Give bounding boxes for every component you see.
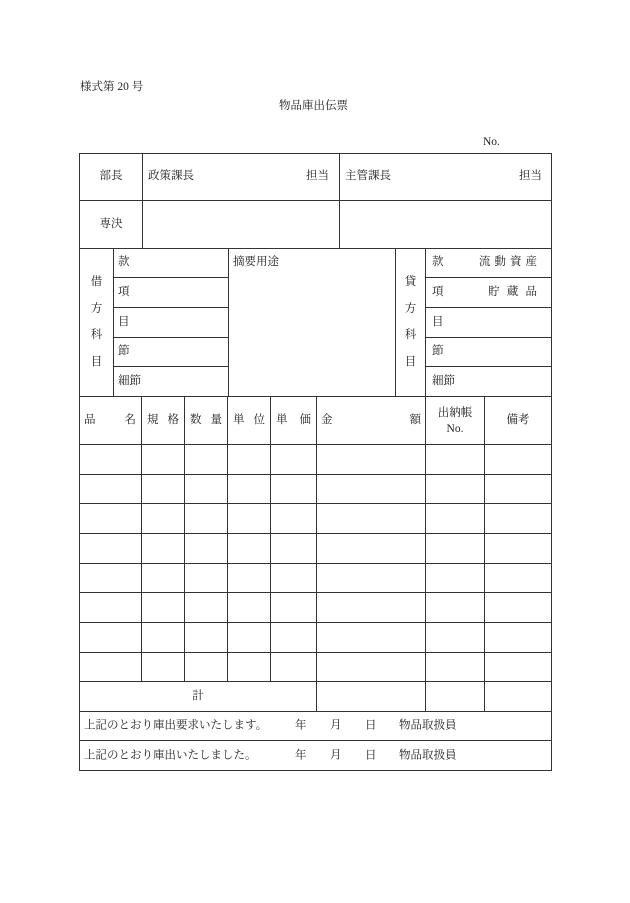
item-remarks-cell: [485, 564, 552, 593]
item-spec-cell: [142, 475, 185, 504]
request-statement-text: 上記のとおり庫出要求いたします。: [84, 719, 268, 732]
glyph: 品: [525, 285, 537, 298]
glyph: 価: [299, 413, 311, 426]
item-name-heading: [84, 415, 136, 427]
header-spec: [142, 397, 185, 445]
request-month-label: 月: [330, 719, 342, 732]
credit-row-value: [488, 287, 537, 299]
item-unit-cell: [228, 564, 271, 593]
item-unit-cell: [228, 445, 271, 475]
debit-row: [114, 278, 229, 308]
item-name-cell: [80, 564, 142, 593]
item-unit-cell: [228, 504, 271, 534]
issue-year-label: 年: [295, 748, 307, 761]
credit-row-label: 目: [432, 315, 444, 328]
header-quantity: [185, 397, 228, 445]
item-quantity-cell: [185, 534, 228, 564]
policy-staff-label: 担当: [306, 170, 329, 183]
item-unit-price-cell: [271, 504, 317, 534]
glyph: 額: [409, 413, 421, 426]
glyph: 位: [253, 413, 265, 426]
credit-row-value: [479, 257, 537, 269]
item-unit-price-cell: [271, 564, 317, 593]
glyph: 格: [167, 413, 179, 426]
glyph: 単: [233, 413, 245, 426]
item-ledger-no-cell: [426, 653, 485, 682]
glyph: 規: [147, 413, 159, 426]
item-unit-price-cell: [271, 593, 317, 623]
item-ledger-no-cell: [426, 504, 485, 534]
glyph: 資: [510, 256, 522, 269]
item-spec-cell: [142, 564, 185, 593]
ledger-no-heading: No.: [446, 422, 464, 435]
item-spec-cell: [142, 623, 185, 653]
glyph: 方: [90, 302, 103, 315]
issue-slip-table: [79, 153, 552, 771]
item-spec-cell: [142, 504, 185, 534]
issue-day-label: 日: [365, 748, 377, 761]
unit-heading: [233, 415, 265, 427]
item-row: [80, 653, 552, 682]
item-name-cell: [80, 593, 142, 623]
item-amount-cell: [317, 564, 426, 593]
glyph: 科: [90, 329, 103, 341]
items-header-row: [80, 397, 552, 445]
quantity-heading: [190, 415, 222, 427]
total-remarks-cell: [485, 682, 552, 712]
item-amount-cell: [317, 593, 426, 623]
total-amount-cell: [317, 682, 426, 712]
glyph: 金: [321, 413, 333, 426]
item-row: [80, 623, 552, 653]
form-number: 様式第 20 号: [80, 81, 144, 93]
item-row: [80, 445, 552, 475]
debit-row-label: 節: [118, 345, 130, 358]
item-remarks-cell: [485, 623, 552, 653]
policy-manager-seal-cell: [143, 201, 340, 249]
debit-heading: [80, 277, 113, 368]
glyph: 目: [404, 355, 417, 368]
item-remarks-cell: [485, 593, 552, 623]
item-remarks-cell: [485, 653, 552, 682]
glyph: 数: [190, 413, 202, 426]
policy-manager-label: 政策課長: [148, 170, 194, 183]
request-statement-row: [80, 712, 552, 741]
request-day-label: 日: [365, 719, 377, 732]
issue-month-label: 月: [330, 748, 342, 761]
debit-row: [114, 367, 229, 397]
item-unit-price-cell: [271, 623, 317, 653]
issue-statement-row: [80, 741, 552, 771]
debit-row: [114, 338, 229, 367]
form-title: 物品庫出伝票: [279, 100, 348, 112]
remarks-heading: 備考: [506, 413, 530, 426]
glyph: 量: [210, 413, 222, 426]
glyph: 科: [404, 329, 417, 341]
debit-row: [114, 249, 229, 278]
credit-row: [426, 367, 552, 397]
item-quantity-cell: [185, 593, 228, 623]
header-unit: [228, 397, 271, 445]
item-quantity-cell: [185, 653, 228, 682]
debit-row-label: 項: [118, 285, 130, 298]
total-label-cell: [80, 682, 317, 712]
item-unit-cell: [228, 623, 271, 653]
debit-heading-cell: [80, 249, 114, 397]
item-name-cell: [80, 504, 142, 534]
item-unit-price-cell: [271, 653, 317, 682]
item-quantity-cell: [185, 623, 228, 653]
credit-row-label: 款: [432, 256, 444, 269]
credit-row: [426, 278, 552, 308]
spec-heading: [147, 415, 179, 427]
credit-row: [426, 308, 552, 338]
amount-heading: [321, 415, 421, 427]
glyph: 品: [84, 413, 96, 426]
director-label: 部長: [99, 170, 123, 183]
total-row: [80, 682, 552, 712]
item-unit-cell: [228, 475, 271, 504]
item-unit-price-cell: [271, 445, 317, 475]
issue-officer-label: 物品取扱員: [399, 748, 457, 761]
glyph: 借: [90, 276, 103, 288]
credit-row: [426, 249, 552, 278]
item-amount-cell: [317, 475, 426, 504]
item-amount-cell: [317, 504, 426, 534]
item-spec-cell: [142, 653, 185, 682]
item-remarks-cell: [485, 445, 552, 475]
item-ledger-no-cell: [426, 534, 485, 564]
debit-row-label: 目: [118, 315, 130, 328]
item-amount-cell: [317, 623, 426, 653]
item-unit-cell: [228, 593, 271, 623]
glyph: 流: [479, 256, 491, 269]
supervising-staff-label: 担当: [519, 170, 542, 183]
delegated-cell: [80, 201, 143, 249]
total-label: 計: [192, 689, 204, 702]
header-remarks: [485, 397, 552, 445]
item-row: [80, 534, 552, 564]
unit-price-heading: [276, 415, 311, 427]
summary-purpose-cell: [229, 249, 396, 397]
credit-heading-cell: [396, 249, 426, 397]
supervising-manager-cell: [340, 154, 552, 201]
item-amount-cell: [317, 653, 426, 682]
item-spec-cell: [142, 593, 185, 623]
glyph: 貯: [488, 285, 500, 298]
item-unit-price-cell: [271, 475, 317, 504]
item-unit-price-cell: [271, 534, 317, 564]
item-ledger-no-cell: [426, 475, 485, 504]
item-remarks-cell: [485, 504, 552, 534]
item-amount-cell: [317, 445, 426, 475]
glyph: 目: [90, 355, 103, 368]
item-quantity-cell: [185, 475, 228, 504]
item-row: [80, 593, 552, 623]
item-ledger-no-cell: [426, 445, 485, 475]
credit-row-label: 項: [432, 285, 444, 298]
delegated-label: 専決: [99, 217, 123, 230]
debit-row-label: 細節: [118, 374, 141, 387]
header-ledger-no: [426, 397, 485, 445]
supervising-manager-seal-cell: [340, 201, 552, 249]
ledger-heading: 出納帳: [437, 406, 473, 419]
item-remarks-cell: [485, 475, 552, 504]
header-item-name: [80, 397, 142, 445]
item-ledger-no-cell: [426, 564, 485, 593]
item-ledger-no-cell: [426, 623, 485, 653]
glyph: 動: [494, 256, 506, 269]
item-ledger-no-cell: [426, 593, 485, 623]
glyph: 名: [124, 413, 136, 426]
item-name-cell: [80, 623, 142, 653]
slip-number-label: No.: [483, 136, 500, 148]
issue-statement-text: 上記のとおり庫出いたしました。: [84, 748, 257, 761]
debit-row: [114, 308, 229, 338]
item-quantity-cell: [185, 445, 228, 475]
debit-row-label: 款: [118, 256, 130, 269]
item-spec-cell: [142, 534, 185, 564]
item-quantity-cell: [185, 504, 228, 534]
item-unit-cell: [228, 534, 271, 564]
glyph: 蔵: [506, 285, 519, 298]
credit-row-label: 節: [432, 345, 444, 358]
credit-heading: [396, 277, 425, 368]
header-amount: [317, 397, 426, 445]
glyph: 方: [404, 302, 417, 315]
item-remarks-cell: [485, 534, 552, 564]
supervising-manager-label: 主管課長: [345, 170, 391, 183]
item-spec-cell: [142, 445, 185, 475]
glyph: 単: [276, 413, 288, 426]
credit-row-label: 細節: [432, 374, 455, 387]
glyph: 産: [525, 256, 537, 269]
header-unit-price: [271, 397, 317, 445]
summary-purpose-label: 摘要用途: [233, 256, 279, 268]
glyph: 貸: [404, 276, 417, 288]
item-row: [80, 504, 552, 534]
item-name-cell: [80, 445, 142, 475]
item-name-cell: [80, 653, 142, 682]
item-row: [80, 475, 552, 504]
director-cell: [80, 154, 143, 201]
request-year-label: 年: [295, 719, 307, 732]
item-unit-cell: [228, 653, 271, 682]
item-name-cell: [80, 534, 142, 564]
item-name-cell: [80, 475, 142, 504]
total-ledger-no-cell: [426, 682, 485, 712]
item-row: [80, 564, 552, 593]
policy-manager-cell: [143, 154, 340, 201]
item-quantity-cell: [185, 564, 228, 593]
credit-row: [426, 338, 552, 367]
request-officer-label: 物品取扱員: [399, 719, 457, 732]
item-amount-cell: [317, 534, 426, 564]
